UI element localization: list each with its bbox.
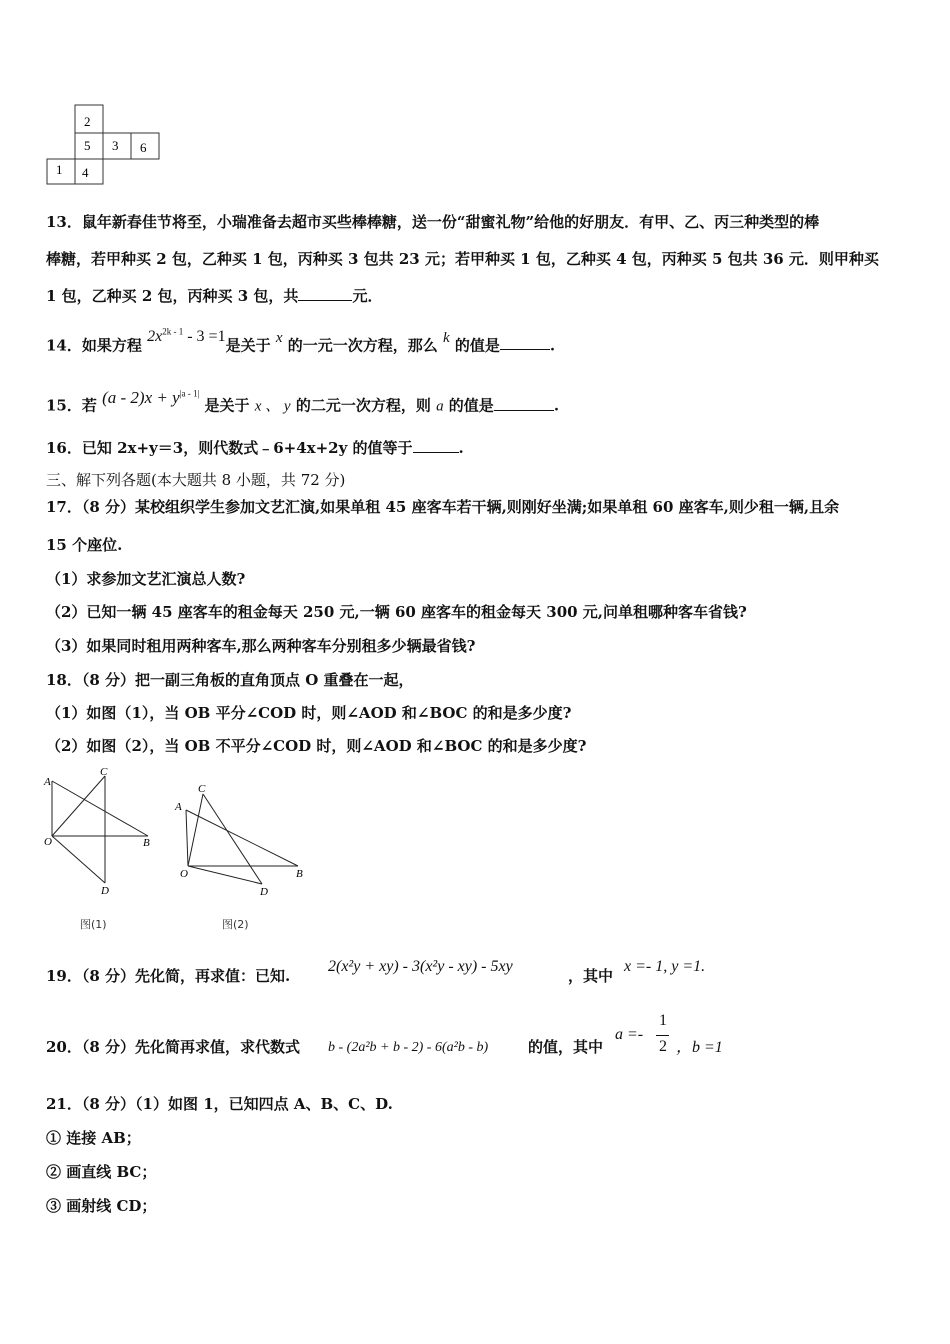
q21-line1: 21．（8 分）（1）如图 1，已知四点 A、B、C、D. [46,1095,393,1113]
point-label-d: D [101,885,109,897]
answer-blank [500,335,550,350]
q20-a-eq: a =- [615,1026,644,1043]
figure-2-caption: 图(2) [222,918,249,931]
q21-item1: ① 连接 AB； [46,1129,141,1147]
net-cell: 4 [82,165,89,180]
q19-prefix: 19．（8 分）先化简，再求值：已知. [46,967,291,985]
q17-part3: （3）如果同时租用两种客车,那么两种客车分别租多少辆最省钱? [46,637,476,655]
q17-part1: （1）求参加文艺汇演总人数? [46,570,246,588]
q15-vars: x 、 y [254,398,291,415]
point-label-a: A [44,776,51,788]
q20-b-eq: ，b =1 [676,1039,723,1056]
q20-prefix: 20．（8 分）先化简再求值，求代数式 [46,1038,301,1056]
fraction-denominator: 2 [659,1038,667,1055]
q16 [46,438,464,458]
point-label-c: C [100,766,108,778]
q16-end: . [458,439,464,457]
q13-line3-text: 1 包，乙种买 2 包，丙种买 3 包，共 [46,287,299,305]
q14-end: . [549,336,556,355]
fraction-numerator: 1 [659,1012,667,1029]
q21-item3: ③ 画射线 CD； [46,1197,157,1215]
fraction-bar [656,1035,669,1036]
q15-mid2: 的二元一次方程，则 [295,396,431,415]
section-heading: 三、解下列各题(本大题共 8 小题，共 72 分) [46,471,346,489]
point-label-o: O [180,868,188,880]
net-cell: 3 [112,138,119,153]
q14-suffix: 的值是 [454,336,500,355]
q14 [46,327,556,356]
q19-mid: ，其中 [568,967,614,985]
q18-line1: 18．（8 分）把一副三角板的直角顶点 O 重叠在一起， [46,671,414,689]
answer-blank [413,438,459,453]
answer-blank [494,396,554,411]
q17-line2: 15 个座位. [46,536,123,554]
q19-condition: x =- 1, y =1. [624,958,706,975]
q15 [46,387,560,417]
net-cell: 5 [84,138,91,153]
triangle-figure-1 [40,763,160,898]
q14-var: x [275,330,283,347]
q17-line1: 17．（8 分）某校组织学生参加文艺汇演,如果单租 45 座客车若干辆,则刚好坐满;如果单租 60 座客车,则少租一辆,且余 [46,498,840,516]
q20-mid: 的值，其中 [528,1038,604,1056]
q15-end: . [553,396,560,415]
q13-line3 [46,286,382,306]
q20-expression: b - (2a²b + b - 2) - 6(a²b - b) [328,1040,489,1055]
q16-text: 16．已知 2x+y＝3，则代数式﹣6+4x+2y 的值等于 [46,439,413,457]
q14-prefix: 14．如果方程 [46,336,142,355]
answer-blank [298,286,352,301]
q13-line2: 棒糖，若甲种买 2 包，乙种买 1 包，丙种买 3 包共 23 元；若甲种买 1 包，乙种买 4 包，丙种买 5 包共 36 元．则甲种买 [46,250,879,268]
point-label-d: D [260,886,268,898]
q14-equation: $2x^{2k - 1} - 3 =1$ [147,327,226,346]
cube-net-figure [44,104,164,186]
q14-mid: 是关于 [225,336,271,355]
triangle-figure-2 [172,780,312,905]
q19-expression: 2(x²y + xy) - 3(x²y - xy) - 5xy [328,958,513,975]
q21-item2: ② 画直线 BC； [46,1163,157,1181]
q18-part1: （1）如图（1），当 OB 平分∠COD 时，则∠AOD 和∠BOC 的和是多少度? [46,704,572,722]
q14-mid2: 的一元一次方程，那么 [287,336,438,355]
q15-mid: 是关于 [204,396,250,415]
figure-1-caption: 图(1) [80,918,107,931]
q15-prefix: 15．若 [46,396,97,415]
q15-var: a [436,398,444,415]
q15-suffix: 的值是 [448,396,494,415]
point-label-a: A [175,801,182,813]
net-cell: 2 [84,114,91,129]
point-label-b: B [296,868,303,880]
point-label-c: C [198,783,206,795]
net-cell: 1 [56,162,63,177]
q13-line3-end: 元． [352,287,383,305]
point-label-o: O [44,836,52,848]
point-label-b: B [143,837,150,849]
q17-part2: （2）已知一辆 45 座客车的租金每天 250 元,一辆 60 座客车的租金每天 300 元,问单租哪种客车省钱? [46,603,747,621]
q14-var2: k [442,330,450,347]
q13-line1: 13．鼠年新春佳节将至，小瑞准备去超市买些棒棒糖，送一份“甜蜜礼物”给他的好朋友．有甲、乙、丙三种类型的棒 [46,213,820,231]
q15-equation: $(a - 2)x + y^{|a - 1|}$ [102,387,200,407]
q18-part2: （2）如图（2），当 OB 不平分∠COD 时，则∠AOD 和∠BOC 的和是多少度? [46,737,587,755]
net-cell: 6 [140,140,147,155]
